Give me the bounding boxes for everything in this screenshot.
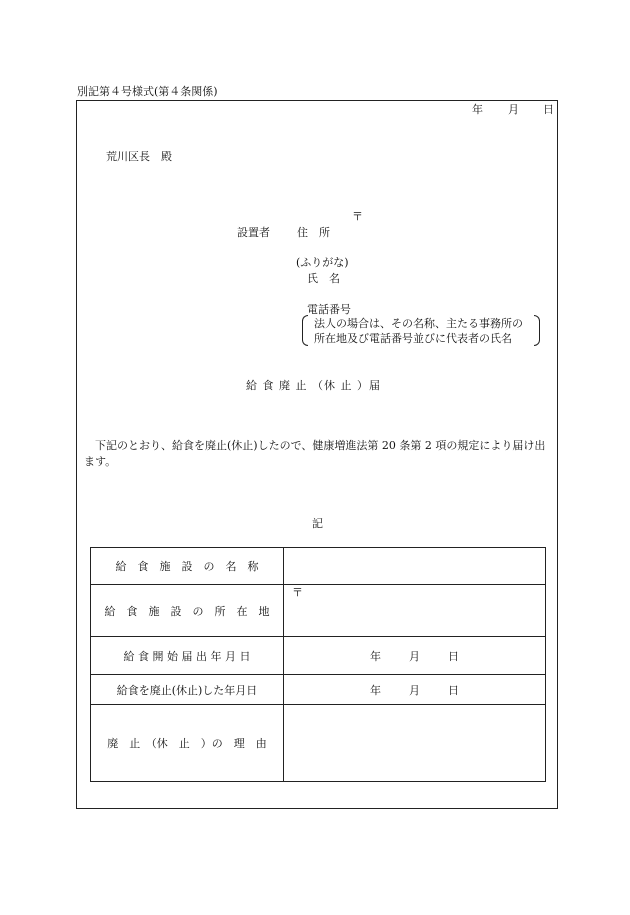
document-title: 給 食 廃 止 （休 止 ）届 [246, 379, 381, 392]
address-label: 住 所 [297, 226, 330, 239]
table-row [91, 548, 546, 585]
facility-location-label: 給 食 施 設 の 所 在 地 [91, 585, 284, 637]
table-row [91, 637, 546, 675]
furigana-label: (ふりがな) [296, 256, 349, 269]
ki-heading: 記 [312, 517, 323, 530]
body-paragraph: 下記のとおり、給食を廃止(休止)したので、健康増進法第 20 条第 2 項の規定により届け出ます。 [84, 439, 546, 468]
abolition-date-field[interactable] [284, 675, 546, 705]
postal-mark: 〒 [352, 210, 363, 223]
addressee: 荒川区長 殿 [106, 150, 172, 163]
abolition-year-label: 年 [370, 683, 381, 697]
phone-label: 電話番号 [307, 303, 351, 316]
corporation-note [302, 315, 540, 346]
left-bracket [302, 315, 308, 346]
abolition-date-label: 給食を廃止(休止)した年月日 [91, 675, 284, 705]
facility-name-field[interactable] [284, 548, 546, 585]
location-postal-mark: 〒 [292, 586, 303, 599]
abolition-month-label: 月 [409, 683, 420, 697]
start-year-label: 年 [370, 649, 381, 663]
start-month-label: 月 [409, 649, 420, 663]
abolition-day-label: 日 [448, 683, 459, 697]
corporation-note-line-2: 所在地及び電話番号並びに代表者の氏名 [314, 332, 512, 345]
abolition-reason-field[interactable] [284, 705, 546, 782]
right-bracket [534, 315, 540, 346]
corporation-note-line-1: 法人の場合は、その名称、主たる事務所の [314, 317, 523, 330]
applicant-role-label: 設置者 [237, 226, 270, 239]
facility-name-label: 給 食 施 設 の 名 称 [91, 548, 284, 585]
start-notification-date-field[interactable] [284, 637, 546, 675]
date-year-label: 年 [472, 103, 483, 116]
start-notification-date-label: 給 食 開 始 届 出 年 月 日 [91, 637, 284, 675]
table-row [91, 675, 546, 705]
abolition-reason-label: 廃 止 （休 止 ）の 理 由 [91, 705, 284, 782]
name-label: 氏 名 [307, 272, 340, 285]
start-day-label: 日 [448, 649, 459, 663]
details-table [90, 547, 546, 782]
table-row [91, 705, 546, 782]
date-day-label: 日 [543, 103, 554, 116]
form-identifier: 別記第４号様式(第４条関係) [77, 85, 218, 98]
table-row [91, 585, 546, 637]
facility-location-field[interactable] [284, 585, 546, 637]
date-month-label: 月 [508, 103, 519, 116]
